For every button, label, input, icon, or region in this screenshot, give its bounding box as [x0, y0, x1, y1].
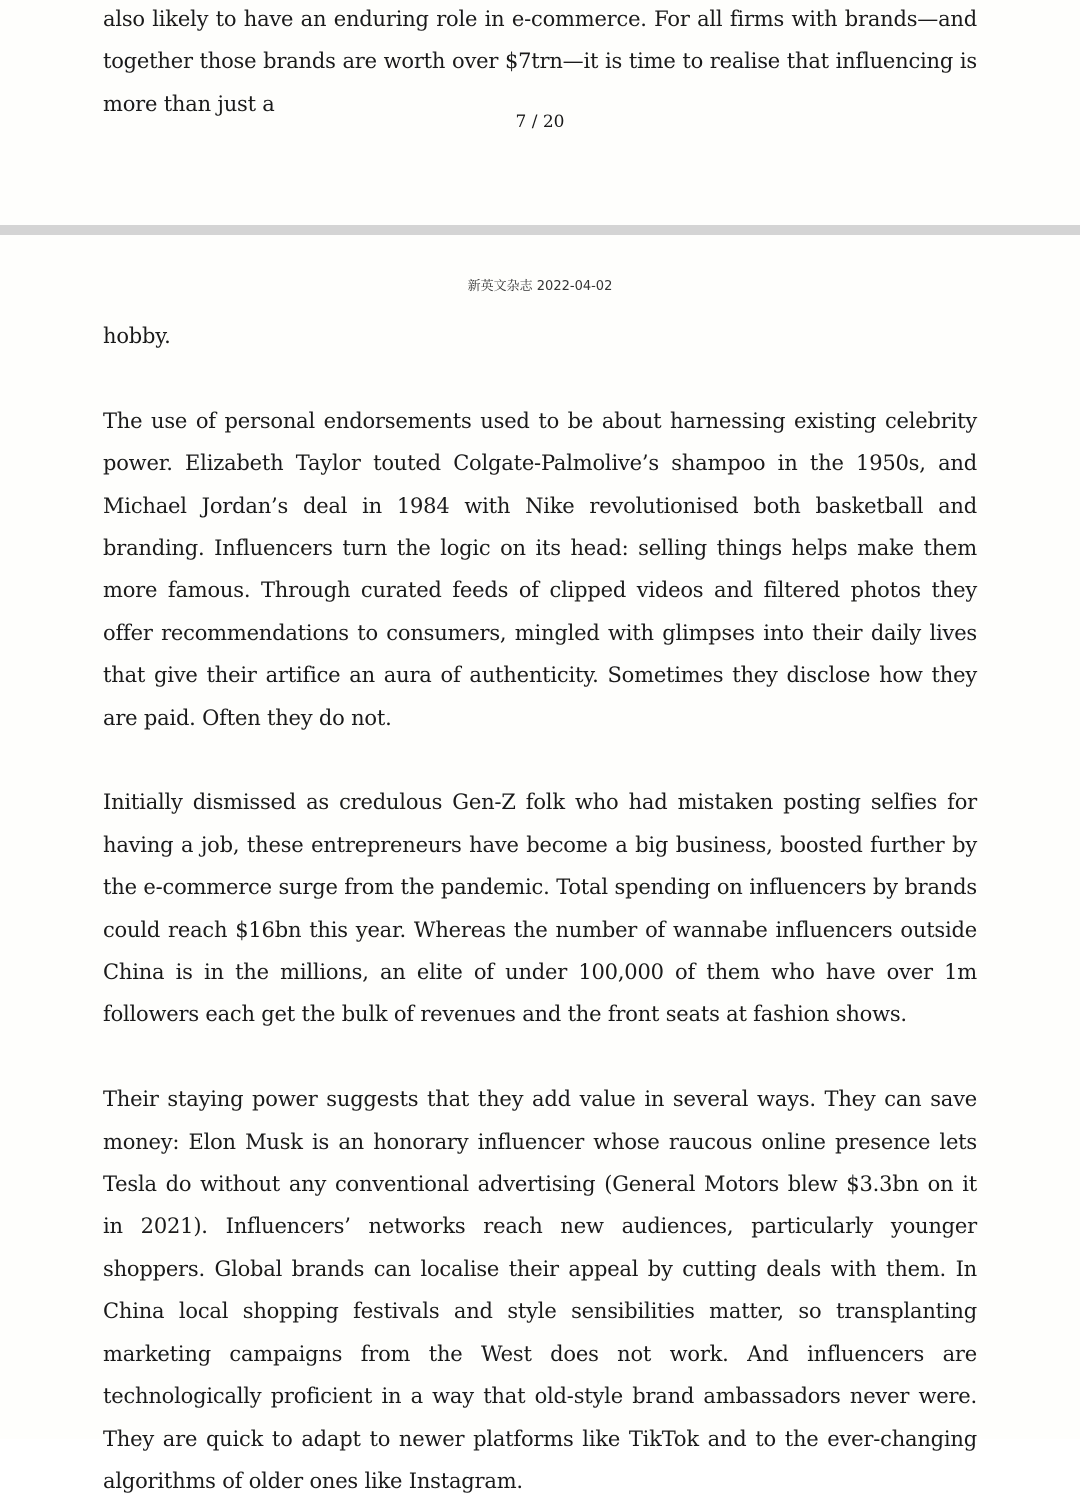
- paragraph-gap: [103, 357, 977, 399]
- paragraph-business: Initially dismissed as credulous Gen-Z folk who had mistaken posting selfies for having a job, these entrepreneurs have become a big business, boosted further by the e-commerce surge from the pandemic. Total spending on influencers by brands could reach $16bn this year. Whereas the number of wannabe influencers outside China is in the millions, an elite of under 100,000 of them who have over 1m followers each get the bulk of revenues and the front seats at fashion shows.: [103, 790, 977, 1027]
- paragraph-staying-power: Their staying power suggests that they add value in several ways. They can save money: Elon Musk is an honorary influencer whose raucous online presence lets Tesla do without any conventional advertising (General Motors blew $3.3bn on it in 2021). Influencers’ networks reach new audiences, particularly younger shoppers. Global brands can localise their appeal by cutting deals with them. In China local shopping festivals and style sensibilities matter, so transplanting marketing campaigns from the West does not work. And influencers are technologically proficient in a way that old-style brand ambassadors never were. They are quick to adapt to newer platforms like TikTok and to the ever-changing algorithms of older ones like Instagram.: [103, 1087, 977, 1493]
- page-indicator: 7 / 20: [515, 112, 565, 132]
- article-body: [103, 315, 977, 1502]
- previous-page-text: also likely to have an enduring role in e-commerce. For all firms with brands—and together those brands are worth over $7trn—it is time to realise that influencing is more than just a: [103, 7, 977, 116]
- paragraph-gap: [103, 1036, 977, 1078]
- previous-page: [0, 0, 1080, 225]
- paragraph-continuation: hobby.: [103, 324, 171, 348]
- paragraph-endorsements: The use of personal endorsements used to be about harnessing existing celebrity power. Elizabeth Taylor touted Colgate-Palmolive’s shampoo in the 1950s, and Michael Jordan’s deal in 1984 with Nike revolutionised both basketball and branding. Influencers turn the logic on its head: selling things helps make them more famous. Through curated feeds of clipped videos and filtered photos they offer recommendations to consumers, mingled with glimpses into their daily lives that give their artifice an aura of authenticity. Sometimes they disclose how they are paid. Often they do not.: [103, 408, 977, 730]
- current-page: [0, 235, 1080, 1493]
- page-separator: [0, 225, 1080, 235]
- page-header: 新英文杂志 2022-04-02: [467, 279, 613, 294]
- paragraph-gap: [103, 739, 977, 781]
